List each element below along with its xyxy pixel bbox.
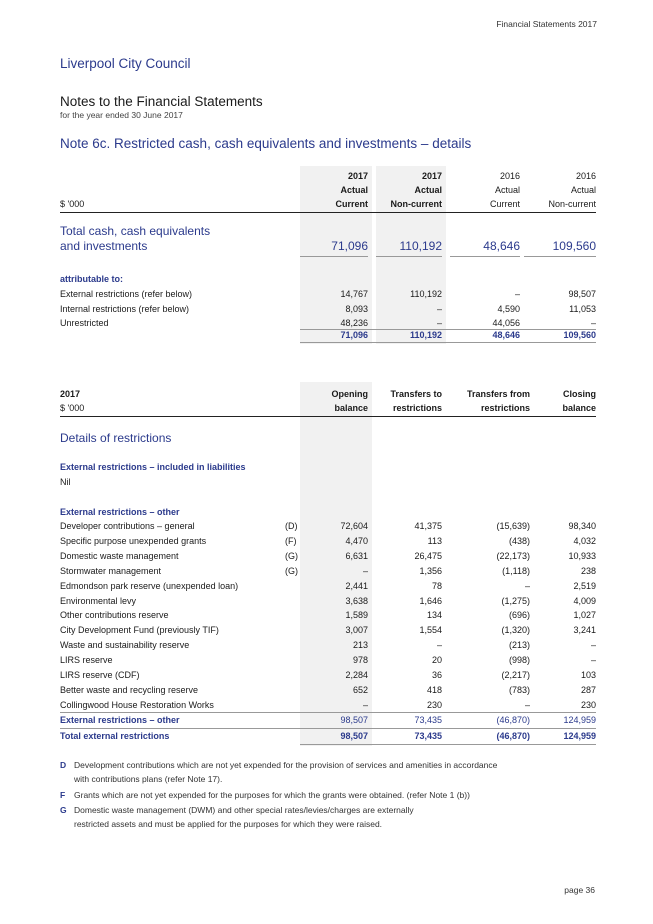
table-cell: 41,375 xyxy=(414,521,442,531)
table-cell: 1,554 xyxy=(419,625,442,635)
table-cell: 2,519 xyxy=(573,581,596,591)
divider xyxy=(376,256,442,257)
table-cell: 230 xyxy=(580,700,596,710)
table-cell: 238 xyxy=(580,566,596,576)
total-value: 124,959 xyxy=(563,731,596,741)
table-row-label: External restrictions (refer below) xyxy=(60,289,193,299)
total-value: 109,560 xyxy=(552,239,596,253)
table-row-label: Developer contributions – general xyxy=(60,521,195,531)
col-header: Transfers from xyxy=(466,389,530,399)
table-cell: 10,933 xyxy=(568,551,596,561)
table-cell: 1,646 xyxy=(419,596,442,606)
table-cell: 98,340 xyxy=(568,521,596,531)
table-cell: 3,241 xyxy=(573,625,596,635)
table-cell: 11,053 xyxy=(569,304,596,314)
notes-title: Notes to the Financial Statements xyxy=(60,94,263,109)
table-cell: (22,173) xyxy=(496,551,530,561)
sum-value: 48,646 xyxy=(492,330,520,340)
table-row-label: Unrestricted xyxy=(60,318,109,328)
note-ref: (G) xyxy=(285,566,298,576)
table-cell: – xyxy=(436,318,442,328)
total-label: Total cash, cash equivalents xyxy=(60,224,211,238)
table-cell: 98,507 xyxy=(568,289,596,299)
table-cell: 26,475 xyxy=(414,551,442,561)
table-row-label: LIRS reserve (CDF) xyxy=(60,670,140,680)
table-cell: – xyxy=(524,700,530,710)
footnote-letter: G xyxy=(60,805,67,815)
note-title: Note 6c. Restricted cash, cash equivalents and investments – details xyxy=(60,136,472,151)
total-value: 110,192 xyxy=(399,239,442,253)
table-row-label: Waste and sustainability reserve xyxy=(60,640,190,650)
table-cell: 2,441 xyxy=(345,581,368,591)
footnote-text: restricted assets and must be applied for the purposes for which they were raised. xyxy=(74,819,383,829)
attributable-label: attributable to: xyxy=(60,274,123,284)
table-cell: 1,027 xyxy=(573,610,596,620)
table-cell: 6,631 xyxy=(345,551,368,561)
table-cell: 287 xyxy=(580,685,596,695)
col-header: 2017 xyxy=(347,171,368,181)
table-cell: – xyxy=(514,289,520,299)
table-cell: (1,320) xyxy=(501,625,530,635)
table-cell: – xyxy=(436,304,442,314)
divider xyxy=(450,256,520,257)
table-cell: 652 xyxy=(352,685,368,695)
col-header: Actual xyxy=(570,185,596,195)
liabilities-title: External restrictions – included in liabilities xyxy=(60,462,246,472)
footnote xyxy=(60,758,600,786)
page-number: page 36 xyxy=(564,885,595,895)
table-cell: 78 xyxy=(431,581,442,591)
col-header: Actual xyxy=(340,185,368,195)
table-cell: 4,470 xyxy=(345,536,368,546)
table-cell: (696) xyxy=(508,610,530,620)
divider xyxy=(60,712,596,713)
subtotal-value: 124,959 xyxy=(563,715,596,725)
table-cell: – xyxy=(590,655,596,665)
col-header: 2017 xyxy=(421,171,442,181)
col-header: Actual xyxy=(414,185,442,195)
table-cell: (438) xyxy=(508,536,530,546)
subtotal-value: 98,507 xyxy=(340,715,368,725)
table-row-label: Internal restrictions (refer below) xyxy=(60,304,190,314)
table-cell: 44,056 xyxy=(492,318,520,328)
table-cell: 418 xyxy=(426,685,442,695)
footnote-letter: D xyxy=(60,760,67,770)
details-title: Details of restrictions xyxy=(60,431,172,445)
table-row-label: Collingwood House Restoration Works xyxy=(60,700,214,710)
divider xyxy=(300,342,596,343)
col-header: Current xyxy=(489,199,520,209)
table-row-label: Environmental levy xyxy=(60,596,137,606)
footnote xyxy=(60,803,600,831)
col-header: balance xyxy=(334,403,368,413)
footnote-text: with contributions plans (refer Note 17). xyxy=(74,774,223,784)
table-cell: 8,093 xyxy=(345,304,368,314)
total-value: 98,507 xyxy=(340,731,368,741)
table-cell: 134 xyxy=(426,610,442,620)
total-value: 71,096 xyxy=(331,239,368,253)
footnote-text: Grants which are not yet expended for the purposes for which the grants were obtained. (refer Note 1 (b)) xyxy=(74,790,470,800)
table-cell: – xyxy=(362,566,368,576)
other-title: External restrictions – other xyxy=(60,507,180,517)
sum-value: 110,192 xyxy=(409,330,442,340)
divider xyxy=(60,416,596,417)
unit-label: $ '000 xyxy=(60,199,85,209)
table-cell: 3,007 xyxy=(345,625,368,635)
table-cell: 978 xyxy=(352,655,368,665)
table-row-label: City Development Fund (previously TIF) xyxy=(60,625,219,635)
table-cell: 103 xyxy=(580,670,596,680)
footnote-text: Development contributions which are not yet expended for the provision of services and amenities in accordance xyxy=(74,760,498,770)
sum-value: 71,096 xyxy=(340,330,368,340)
table-cell: – xyxy=(590,318,596,328)
col-header: restrictions xyxy=(480,403,530,413)
col-header: 2016 xyxy=(499,171,520,181)
table-row-label: Specific purpose unexpended grants xyxy=(60,536,207,546)
table-cell: 1,589 xyxy=(345,610,368,620)
table-cell: 2,284 xyxy=(345,670,368,680)
subtotal-value: 73,435 xyxy=(414,715,442,725)
note-ref: (F) xyxy=(285,536,297,546)
table-cell: 4,032 xyxy=(573,536,596,546)
table-row-label: LIRS reserve xyxy=(60,655,113,665)
subtotal-label: External restrictions – other xyxy=(60,715,180,725)
table-cell: (2,217) xyxy=(501,670,530,680)
divider xyxy=(60,212,596,213)
table-cell: 113 xyxy=(427,536,442,546)
table-row-label: Edmondson park reserve (unexpended loan) xyxy=(60,581,239,591)
divider xyxy=(300,744,596,745)
table-cell: 14,767 xyxy=(340,289,368,299)
total-value: 48,646 xyxy=(483,239,520,253)
table-cell: 48,236 xyxy=(340,318,368,328)
table-cell: 1,356 xyxy=(419,566,442,576)
col-header: Actual xyxy=(494,185,520,195)
footnote xyxy=(60,788,600,802)
table-cell: 230 xyxy=(426,700,442,710)
table-cell: – xyxy=(362,700,368,710)
footnote-text: Domestic waste management (DWM) and other special rates/levies/charges are externally xyxy=(74,805,414,815)
table-cell: – xyxy=(436,640,442,650)
col-header: Non-current xyxy=(390,199,442,209)
table-cell: (15,639) xyxy=(496,521,530,531)
table-cell: (213) xyxy=(508,640,530,650)
document-title: Financial Statements 2017 xyxy=(496,19,597,29)
table-cell: (998) xyxy=(508,655,530,665)
period-text: for the year ended 30 June 2017 xyxy=(60,110,183,120)
council-name: Liverpool City Council xyxy=(60,56,191,71)
col-header: Transfers to xyxy=(390,389,442,399)
table-cell: 36 xyxy=(431,670,442,680)
table-cell: 213 xyxy=(352,640,368,650)
note-ref: (D) xyxy=(285,521,298,531)
table-row-label: Stormwater management xyxy=(60,566,162,576)
unit-label: $ '000 xyxy=(60,403,85,413)
divider xyxy=(60,728,596,729)
sum-value: 109,560 xyxy=(563,330,596,340)
table-cell: (1,275) xyxy=(501,596,530,606)
total-value: 73,435 xyxy=(414,731,442,741)
col-header: balance xyxy=(562,403,596,413)
table-cell: 20 xyxy=(431,655,442,665)
table-cell: 4,009 xyxy=(573,596,596,606)
subtotal-value: (46,870) xyxy=(496,715,530,725)
table-cell: 110,192 xyxy=(410,289,442,299)
table-row-label: Domestic waste management xyxy=(60,551,179,561)
col-header: Opening xyxy=(331,389,368,399)
total-label: and investments xyxy=(60,239,148,253)
col-header: Closing xyxy=(563,389,596,399)
table-cell: 72,604 xyxy=(340,521,368,531)
year-label: 2017 xyxy=(60,389,81,399)
table-cell: – xyxy=(524,581,530,591)
divider xyxy=(300,256,368,257)
table-cell: (783) xyxy=(508,685,530,695)
table-cell: 3,638 xyxy=(345,596,368,606)
table-row-label: Better waste and recycling reserve xyxy=(60,685,199,695)
table-cell: – xyxy=(590,640,596,650)
liabilities-value: Nil xyxy=(60,477,71,487)
col-header: Non-current xyxy=(548,199,596,209)
divider xyxy=(524,256,596,257)
col-header: Current xyxy=(335,199,368,209)
total-label: Total external restrictions xyxy=(60,731,170,741)
col-header: 2016 xyxy=(575,171,596,181)
table-cell: (1,118) xyxy=(502,566,530,576)
col-header: restrictions xyxy=(392,403,442,413)
table-cell: 4,590 xyxy=(497,304,520,314)
total-value: (46,870) xyxy=(496,731,530,741)
footnote-letter: F xyxy=(60,790,66,800)
note-ref: (G) xyxy=(285,551,298,561)
table-row-label: Other contributions reserve xyxy=(60,610,169,620)
